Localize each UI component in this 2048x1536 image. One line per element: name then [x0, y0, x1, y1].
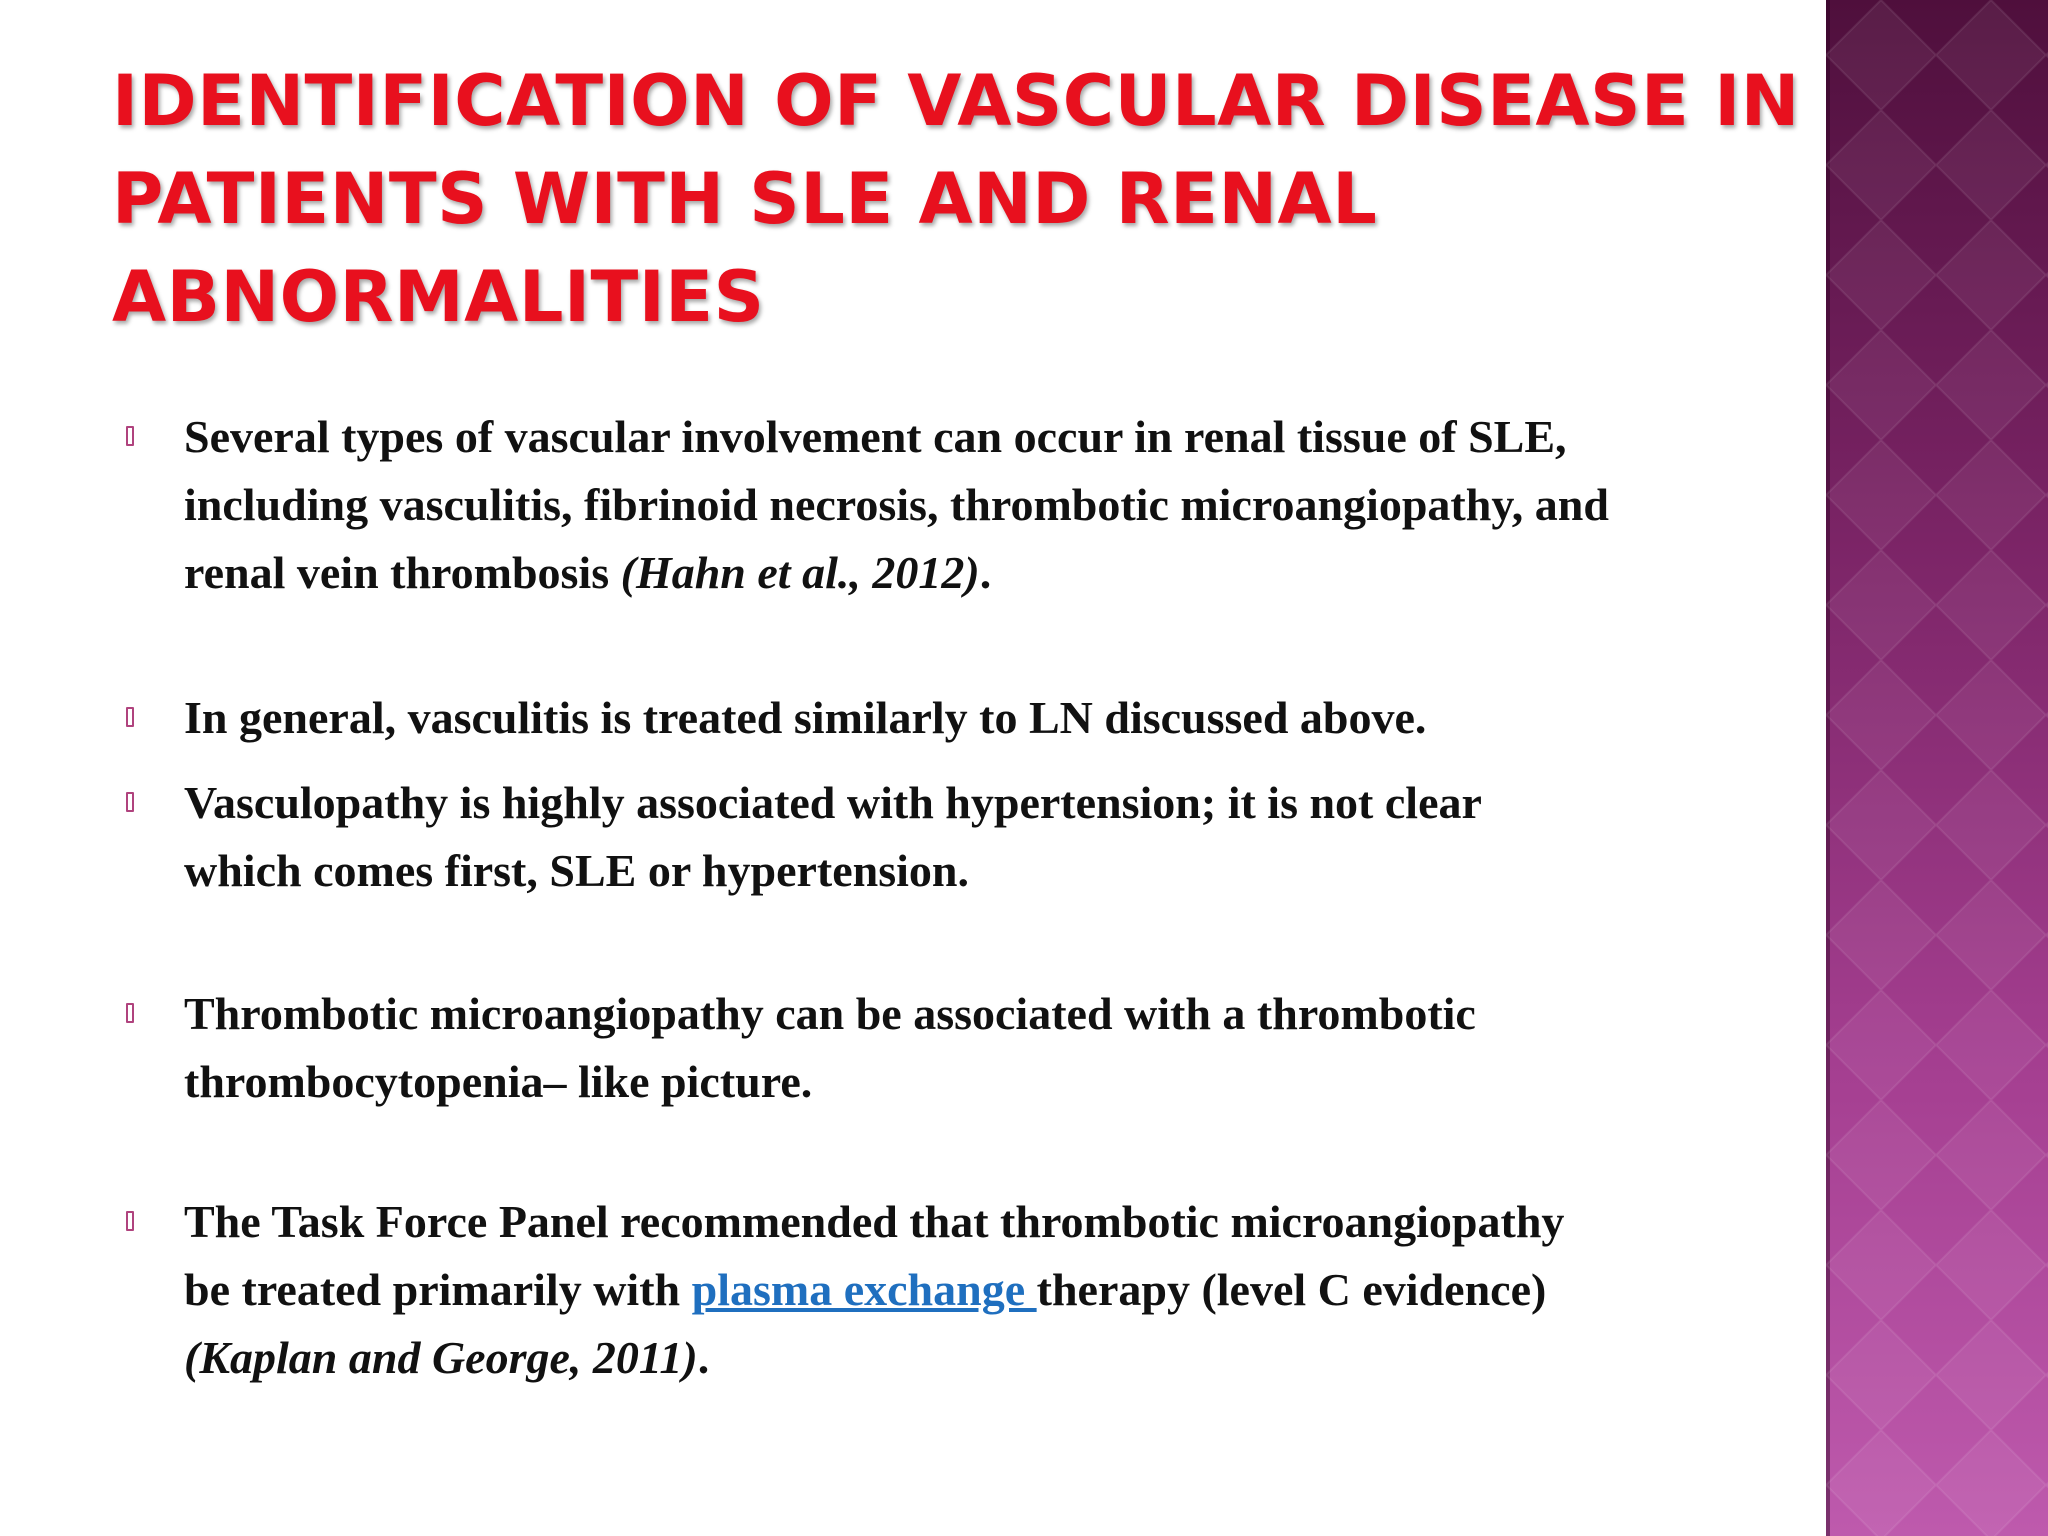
bullet-marker-icon — [126, 1211, 134, 1231]
bullet-item-thrombotic-microangiopathy — [184, 980, 1784, 1116]
bullet-line — [184, 1256, 1784, 1324]
bullet-text: renal vein thrombosis — [184, 547, 621, 598]
bullet-line: thrombocytopenia– like picture. — [184, 1056, 813, 1107]
citation-kaplan: (Kaplan and George, 2011) — [184, 1332, 698, 1383]
decorative-side-panel — [1826, 0, 2048, 1536]
citation-hahn: (Hahn et al., 2012) — [620, 547, 980, 598]
bullet-line: The Task Force Panel recommended that thrombotic microangiopathy — [184, 1196, 1565, 1247]
plasma-exchange-link[interactable]: plasma exchange — [691, 1264, 1037, 1315]
bullet-punctuation: . — [697, 1332, 710, 1383]
bullet-line — [184, 539, 1784, 607]
bullet-text: be treated primarily with — [184, 1264, 692, 1315]
bullet-line: which comes first, SLE or hypertension. — [184, 845, 969, 896]
bullet-line: Vasculopathy is highly associated with hypertension; it is not clear — [184, 777, 1482, 828]
bullet-line: In general, vasculitis is treated similarly to LN discussed above. — [184, 692, 1427, 743]
bullet-line: including vasculitis, fibrinoid necrosis, thrombotic microangiopathy, and — [184, 479, 1609, 530]
bullet-item-task-force — [184, 1188, 1784, 1392]
bullet-text: therapy (level C evidence) — [1036, 1264, 1547, 1315]
bullet-item-vascular-types — [184, 403, 1784, 607]
diamond-pattern — [1826, 0, 2048, 1536]
bullet-item-vasculopathy — [184, 769, 1784, 905]
title-line: IDENTIFICATION OF VASCULAR DISEASE IN — [112, 60, 1800, 142]
title-line: ABNORMALITIES — [112, 256, 765, 338]
bullet-line: Several types of vascular involvement can occur in renal tissue of SLE, — [184, 411, 1567, 462]
bullet-marker-icon — [126, 707, 134, 727]
bullet-marker-icon — [126, 1003, 134, 1023]
bullet-marker-icon — [126, 792, 134, 812]
bullet-marker-icon — [126, 426, 134, 446]
bullet-punctuation: . — [979, 547, 992, 598]
bullet-line — [184, 1324, 1784, 1392]
title-line: PATIENTS WITH SLE AND RENAL — [112, 158, 1378, 240]
bullet-item-vasculitis-treatment — [184, 684, 1784, 752]
bullet-line: Thrombotic microangiopathy can be associated with a thrombotic — [184, 988, 1476, 1039]
